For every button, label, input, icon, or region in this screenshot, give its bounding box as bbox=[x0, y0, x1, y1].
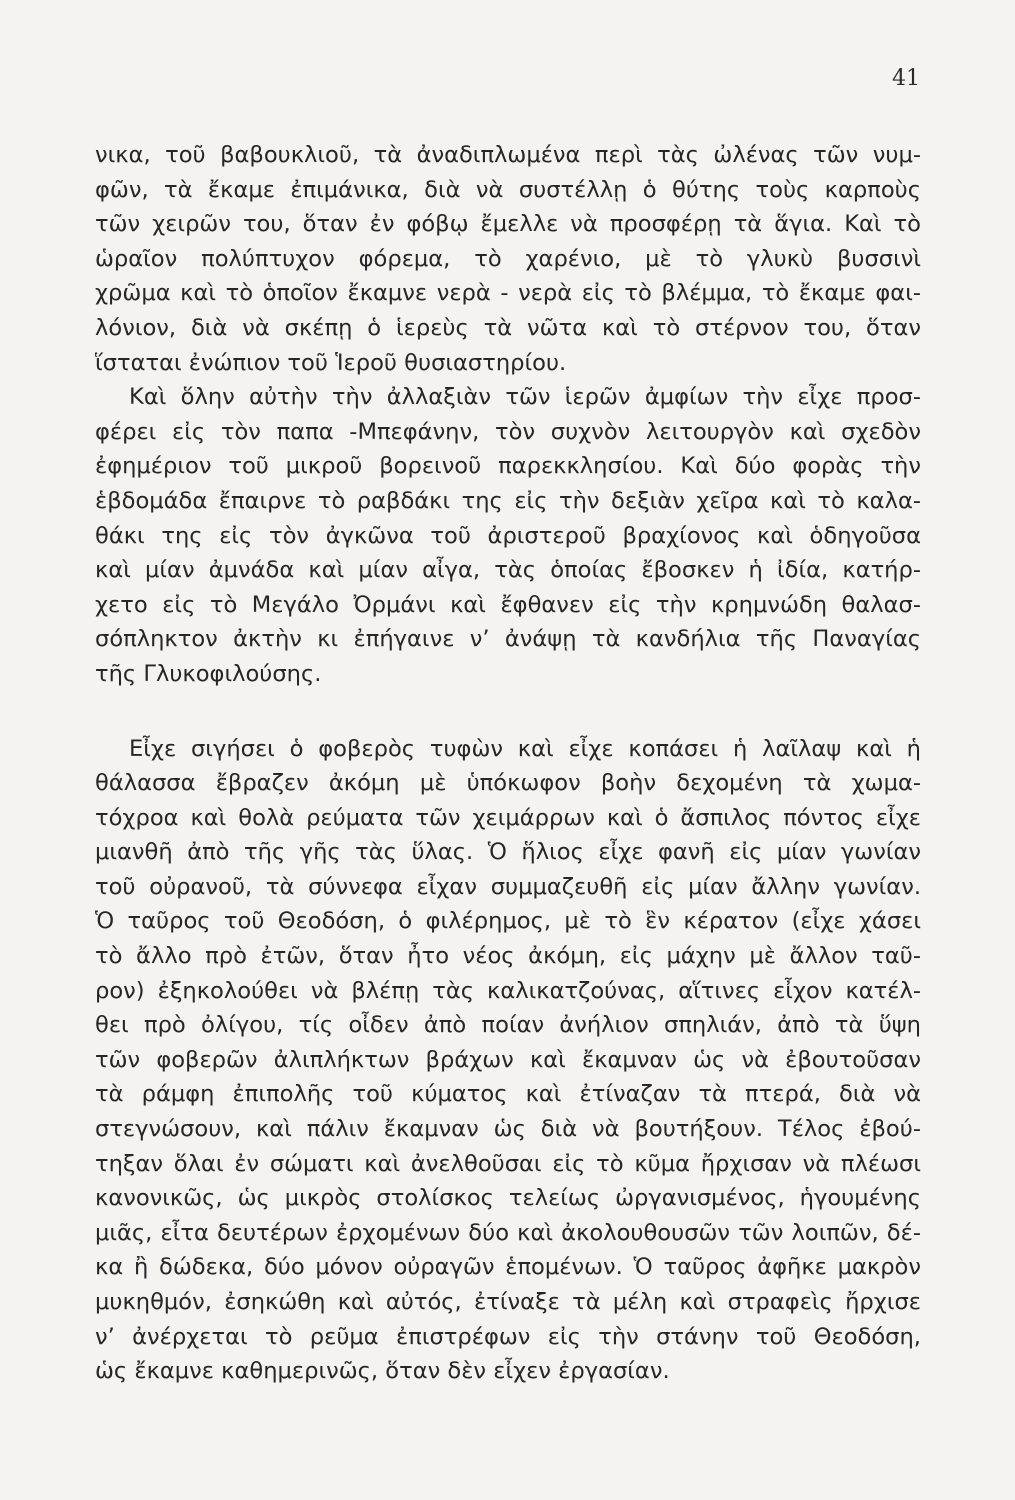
text-line: ἵσταται ἐνώπιον τοῦ Ἱεροῦ θυσιαστηρίου. bbox=[95, 349, 567, 376]
text-line: Ὁ ταῦρος τοῦ Θεοδόση, ὁ φιλέρημος, μὲ τὸ ἓν κέρατον (εἶχε χάσει bbox=[95, 908, 921, 935]
text-line: τὰ ράμφη ἐπιπολῆς τοῦ κύματος καὶ ἐτίναζαν τὰ πτερά, διὰ νὰ bbox=[95, 1081, 921, 1108]
text-line: χρῶμα καὶ τὸ ὁποῖον ἔκαμνε νερὰ - νερὰ εἰς τὸ βλέμμα, τὸ ἔκαμε φαι- bbox=[95, 280, 921, 307]
text-line: φέρει εἰς τὸν παπα -Μπεφάνην, τὸν συχνὸν λειτουργὸν καὶ σχεδὸν bbox=[95, 418, 921, 445]
text-line: χετο εἰς τὸ Μεγάλο Ὀρμάνι καὶ ἔφθανεν εἰς τὴν κρημνώδη θαλασ- bbox=[95, 591, 921, 618]
text-line: θάλασσα ἔβραζεν ἀκόμη μὲ ὑπόκωφον βοὴν δεχομένη τὰ χωμα- bbox=[95, 770, 921, 797]
text-line: Καὶ ὅλην αὐτὴν τὴν ἀλλαξιὰν τῶν ἱερῶν ἀμφίων τὴν εἶχε προσ- bbox=[129, 384, 921, 411]
paragraph-2 bbox=[95, 380, 921, 691]
text-line: τόχροα καὶ θολὰ ρεύματα τῶν χειμάρρων καὶ ὁ ἄσπιλος πόντος εἶχε bbox=[95, 804, 921, 831]
text-line: στεγνώσουν, καὶ πάλιν ἔκαμναν ὡς διὰ νὰ βουτήξουν. Τέλος ἐβού- bbox=[95, 1116, 921, 1143]
text-line: τηξαν ὅλαι ἐν σώματι καὶ ἀνελθοῦσαι εἰς τὸ κῦμα ἤρχισαν νὰ πλέωσι bbox=[95, 1150, 921, 1177]
text-line: καὶ μίαν ἀμνάδα καὶ μίαν αἶγα, τὰς ὁποίας ἔβοσκεν ἡ ἰδία, κατήρ- bbox=[95, 557, 921, 584]
page-number: 41 bbox=[892, 66, 920, 91]
text-line: Εἶχε σιγήσει ὁ φοβερὸς τυφὼν καὶ εἶχε κοπάσει ἡ λαῖλαψ καὶ ἡ bbox=[129, 735, 921, 762]
text-line: κανονικῶς, ὡς μικρὸς στολίσκος τελείως ὠργανισμένος, ἡγουμένης bbox=[95, 1185, 921, 1212]
text-line: ρον) ἐξηκολούθει νὰ βλέπῃ τὰς καλικατζούνας, αἵτινες εἶχον κατέλ- bbox=[95, 977, 921, 1004]
text-line: τῆς Γλυκοφιλούσης. bbox=[95, 660, 322, 687]
text-line: θάκι της εἰς τὸν ἀγκῶνα τοῦ ἀριστεροῦ βραχίονος καὶ ὁδηγοῦσα bbox=[95, 522, 921, 549]
text-line: τοῦ οὐρανοῦ, τὰ σύννεφα εἶχαν συμμαζευθῆ εἰς μίαν ἄλλην γωνίαν. bbox=[95, 873, 921, 900]
text-line: ὡραῖον πολύπτυχον φόρεμα, τὸ χαρένιο, μὲ τὸ γλυκὺ βυσσινὶ bbox=[95, 245, 921, 272]
text-line: μιανθῆ ἀπὸ τῆς γῆς τὰς ὕλας. Ὁ ἥλιος εἶχε φανῆ εἰς μίαν γωνίαν bbox=[95, 839, 921, 866]
text-line: ν’ ἀνέρχεται τὸ ρεῦμα ἐπιστρέφων εἰς τὴν στάνην τοῦ Θεοδόση, bbox=[95, 1323, 921, 1350]
text-line: νικα, τοῦ βαβουκλιοῦ, τὰ ἀναδιπλωμένα περὶ τὰς ὠλένας τῶν νυμ- bbox=[95, 142, 921, 168]
body-text bbox=[95, 138, 921, 1389]
text-line: κα ἢ δώδεκα, δύο μόνον οὐραγῶν ἑπομένων. Ὁ ταῦρος ἀφῆκε μακρὸν bbox=[95, 1254, 921, 1281]
text-line: φῶν, τὰ ἔκαμε ἐπιμάνικα, διὰ νὰ συστέλλῃ ὁ θύτης τοὺς καρποὺς bbox=[95, 176, 921, 203]
text-line: θει πρὸ ὀλίγου, τίς οἶδεν ἀπὸ ποίαν ἀνήλιον σπηλιάν, ἀπὸ τὰ ὕψη bbox=[95, 1012, 921, 1039]
text-line: τῶν φοβερῶν ἀλιπλήκτων βράχων καὶ ἔκαμναν ὡς νὰ ἐβουτοῦσαν bbox=[95, 1046, 921, 1073]
text-line: τὸ ἄλλο πρὸ ἐτῶν, ὅταν ἦτο νέος ἀκόμη, εἰς μάχην μὲ ἄλλον ταῦ- bbox=[95, 943, 921, 970]
text-line: σόπληκτον ἀκτὴν κι ἐπήγαινε ν’ ἀνάψῃ τὰ κανδήλια τῆς Παναγίας bbox=[95, 626, 921, 653]
paragraph-1 bbox=[95, 138, 921, 380]
text-line: ἑβδομάδα ἔπαιρνε τὸ ραβδάκι της εἰς τὴν δεξιὰν χεῖρα καὶ τὸ καλα- bbox=[95, 487, 921, 514]
text-line: μιᾶς, εἶτα δευτέρων ἐρχομένων δύο καὶ ἀκολουθουσῶν τῶν λοιπῶν, δέ- bbox=[95, 1219, 921, 1246]
text-line: λόνιον, διὰ νὰ σκέπῃ ὁ ἱερεὺς τὰ νῶτα καὶ τὸ στέρνον του, ὅταν bbox=[95, 314, 921, 341]
paragraph-3 bbox=[95, 732, 921, 1389]
text-line: ἐφημέριον τοῦ μικροῦ βορεινοῦ παρεκκλησίου. Καὶ δύο φορὰς τὴν bbox=[95, 453, 921, 480]
text-line: μυκηθμόν, ἐσηκώθη καὶ αὐτός, ἐτίναξε τὰ μέλη καὶ στραφεὶς ἤρχισε bbox=[95, 1289, 921, 1315]
text-line: τῶν χειρῶν του, ὅταν ἐν φόβῳ ἔμελλε νὰ προσφέρῃ τὰ ἅγια. Καὶ τὸ bbox=[95, 211, 921, 238]
text-line: ὡς ἔκαμνε καθημερινῶς, ὅταν δὲν εἶχεν ἐργασίαν. bbox=[95, 1358, 670, 1385]
